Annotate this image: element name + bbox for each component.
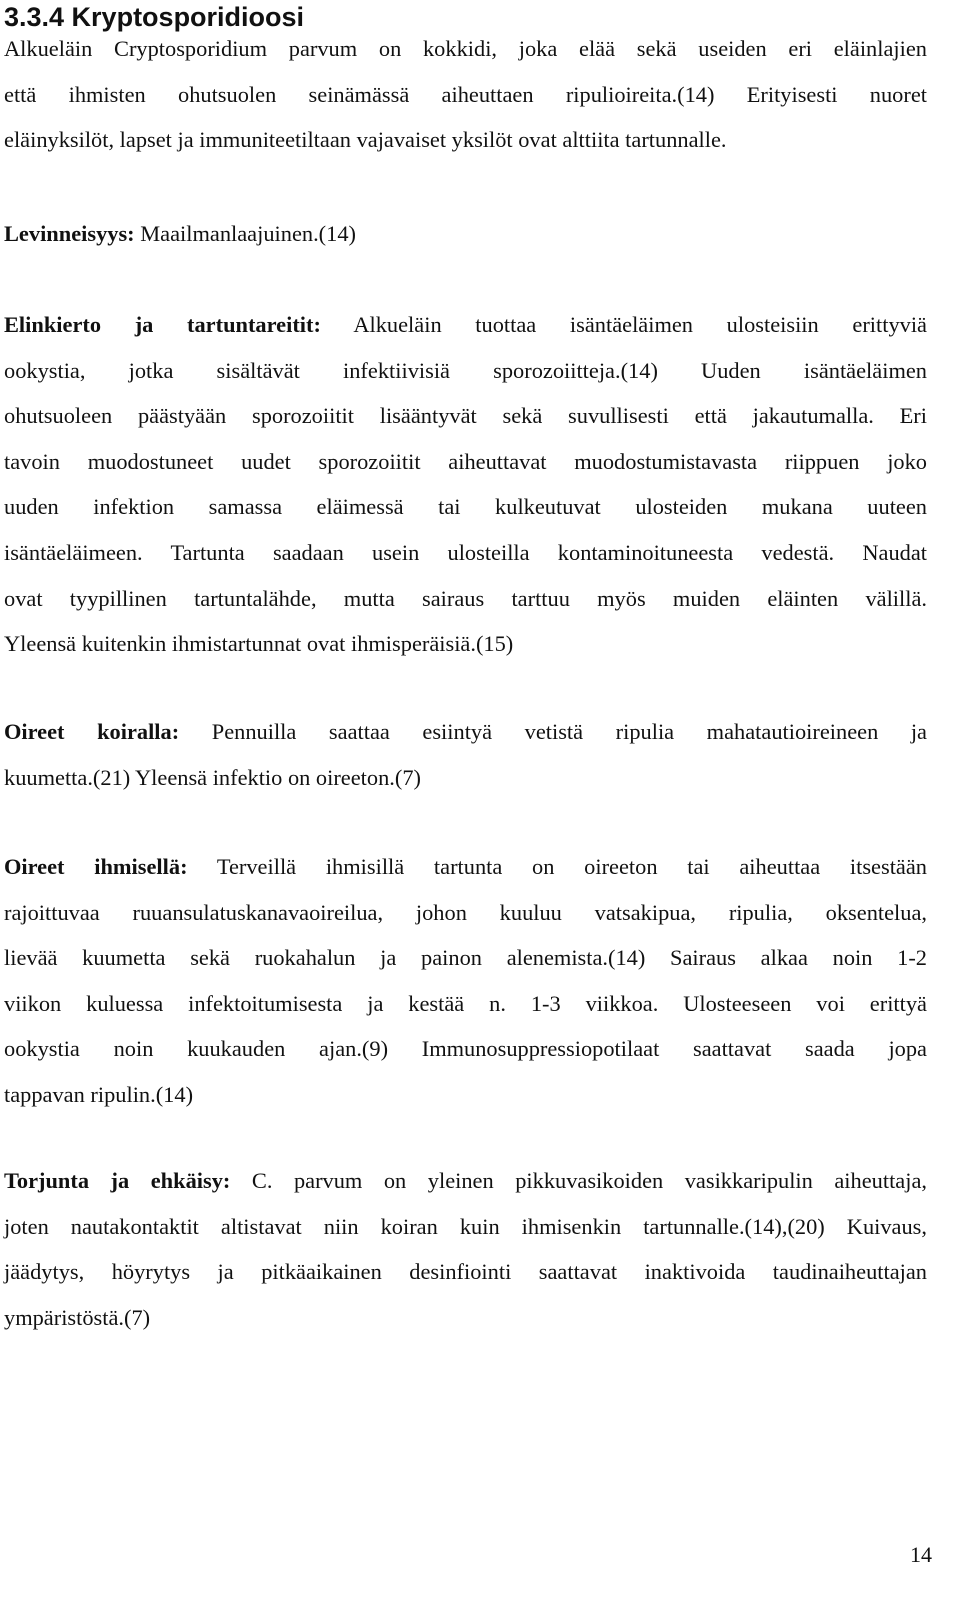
text-line: jäädytys, höyrytys ja pitkäaikainen desinfiointi saattavat inaktivoida taudinaiheuttajan <box>4 1259 927 1285</box>
text-line: rajoittuvaa ruuansulatuskanavaoireilua, johon kuuluu vatsakipua, ripulia, oksentelua, <box>4 899 927 925</box>
text-line: lievää kuumetta sekä ruokahalun ja painon alenemista.(14) Sairaus alkaa noin 1-2 <box>4 945 927 971</box>
page-number: 14 <box>910 1542 932 1567</box>
text-line: kuumetta.(21) Yleensä infektio on oireeton.(7) <box>4 764 421 790</box>
text-line <box>4 709 927 755</box>
text-line <box>4 844 927 890</box>
text-line: että ihmisten ohutsuolen seinämässä aiheuttaen ripulioireita.(14) Erityisesti nuoret <box>4 81 927 107</box>
oireet-koiralla-text: Pennuilla saattaa esiintyä vetistä ripulia mahatautioireineen ja <box>179 719 927 744</box>
elinkierto-label: Elinkierto ja tartuntareitit: <box>4 312 321 337</box>
text-line: tappavan ripulin.(14) <box>4 1081 194 1107</box>
levinneisyys-label: Levinneisyys: <box>4 221 135 246</box>
text-line: ohutsuoleen päästyään sporozoiitit lisääntyvät sekä suvullisesti että jakautumalla. Eri <box>4 403 927 429</box>
elinkierto-paragraph <box>4 302 927 667</box>
torjunta-label: Torjunta ja ehkäisy: <box>4 1168 231 1193</box>
levinneisyys-text: Maailmanlaajuinen.(14) <box>134 221 356 246</box>
text-line <box>4 1158 927 1204</box>
section-heading: 3.3.4 Kryptosporidioosi <box>4 2 305 32</box>
text-line: Yleensä kuitenkin ihmistartunnat ovat ihmisperäisiä.(15) <box>4 631 514 657</box>
torjunta-text: C. parvum on yleinen pikkuvasikoiden vasikkaripulin aiheuttaja, <box>230 1168 927 1193</box>
intro-paragraph <box>4 26 927 163</box>
text-line: eläinyksilöt, lapset ja immuniteetiltaan vajavaiset yksilöt ovat alttiita tartunnalle. <box>4 127 727 153</box>
levinneisyys-paragraph <box>4 211 927 257</box>
oireet-koiralla-label: Oireet koiralla: <box>4 719 180 744</box>
torjunta-paragraph <box>4 1158 927 1340</box>
text-line: ympäristöstä.(7) <box>4 1304 151 1330</box>
oireet-ihmisella-label: Oireet ihmisellä: <box>4 854 188 879</box>
text-line: tavoin muodostuneet uudet sporozoiitit aiheuttavat muodostumistavasta riippuen joko <box>4 448 927 474</box>
text-line: ookystia noin kuukauden ajan.(9) Immunosuppressiopotilaat saattavat saada jopa <box>4 1036 927 1062</box>
text-line <box>4 211 927 257</box>
text-line: ookystia, jotka sisältävät infektiivisiä sporozoiitteja.(14) Uuden isäntäeläimen <box>4 357 927 383</box>
text-line: viikon kuluessa infektoitumisesta ja kestää n. 1-3 viikkoa. Ulosteeseen voi erittyä <box>4 990 927 1016</box>
text-line: Alkueläin Cryptosporidium parvum on kokkidi, joka elää sekä useiden eri eläinlajien <box>4 36 927 61</box>
oireet-ihmisella-paragraph <box>4 844 927 1118</box>
text-line: uuden infektion samassa eläimessä tai kulkeutuvat ulosteiden mukana uuteen <box>4 494 927 520</box>
text-line: ovat tyypillinen tartuntalähde, mutta sairaus tarttuu myös muiden eläinten välillä. <box>4 585 927 611</box>
oireet-koiralla-paragraph <box>4 709 927 800</box>
elinkierto-text: Alkueläin tuottaa isäntäeläimen ulosteisiin erittyviä <box>320 312 927 337</box>
oireet-ihmisella-text: Terveillä ihmisillä tartunta on oireeton tai aiheuttaa itsestään <box>187 854 927 879</box>
text-line: joten nautakontaktit altistavat niin koiran kuin ihmisenkin tartunnalle.(14),(20) Kuivaus, <box>4 1213 927 1239</box>
text-line: isäntäeläimeen. Tartunta saadaan usein ulosteilla kontaminoituneesta vedestä. Naudat <box>4 539 927 565</box>
text-line <box>4 302 927 348</box>
